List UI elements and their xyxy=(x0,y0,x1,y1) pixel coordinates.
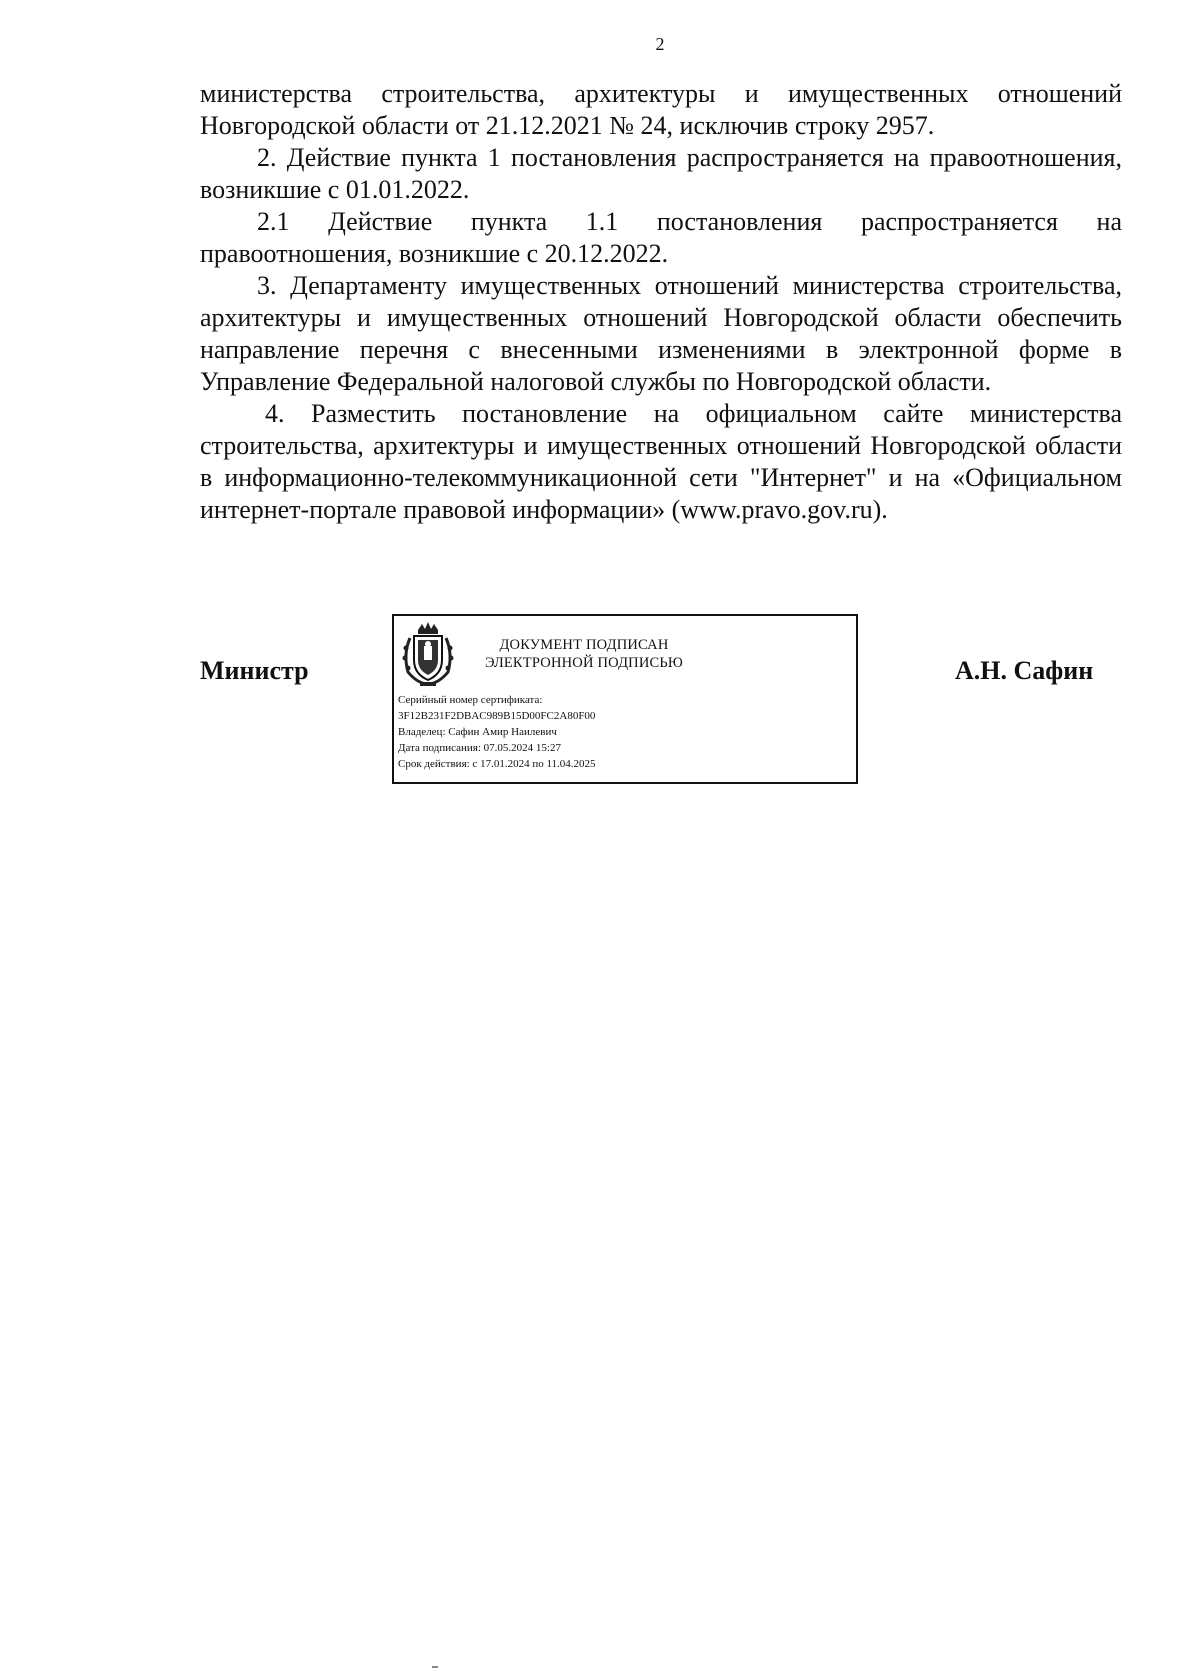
signatory-role: Министр xyxy=(200,656,309,685)
stamp-heading-line: ДОКУМЕНТ ПОДПИСАН xyxy=(499,637,669,653)
stamp-details xyxy=(398,692,596,772)
signatory-name: А.Н. Сафин xyxy=(955,656,1094,685)
scan-artifact xyxy=(432,1666,438,1668)
signing-date: Дата подписания: 07.05.2024 15:27 xyxy=(398,742,561,754)
page-number: 2 xyxy=(655,34,665,54)
certificate-serial-label: Серийный номер сертификата: xyxy=(398,694,543,706)
electronic-signature-stamp xyxy=(392,614,858,784)
certificate-serial-value: 3F12B231F2DBAC989B15D00FC2A80F00 xyxy=(398,710,596,722)
stamp-heading-line: ЭЛЕКТРОННОЙ ПОДПИСЬЮ xyxy=(484,655,684,671)
paragraph-continuation: министерства строительства, архитектуры и имущественных отношений Новгородской области от 21.12.2021 № 24, исключив строку 2957. xyxy=(200,79,1122,140)
paragraph-item-2: 2. Действие пункта 1 постановления распространяется на правоотношения, возникшие с 01.01.2022. xyxy=(200,143,1122,204)
certificate-validity: Срок действия: с 17.01.2024 по 11.04.2025 xyxy=(398,758,596,770)
document-body xyxy=(200,78,1122,526)
paragraph-item-3: 3. Департаменту имущественных отношений министерства строительства, архитектуры и имущественных отношений Новгородской области обеспечить направление перечня с внесенными изменениями в электронной форме в Управление Федеральной налоговой службы по Новгородской области. xyxy=(200,271,1122,396)
certificate-owner: Владелец: Сафин Амир Наилевич xyxy=(398,726,557,738)
stamp-heading xyxy=(469,636,699,672)
paragraph-item-2-1: 2.1 Действие пункта 1.1 постановления распространяется на правоотношения, возникшие с 20.12.2022. xyxy=(200,207,1122,268)
coat-of-arms-icon xyxy=(400,620,456,690)
paragraph-item-4: 4. Разместить постановление на официальном сайте министерства строительства, архитектуры и имущественных отношений Новгородской области в информационно-телекоммуникационной сети "Интернет" и на «Официальном интернет-портале правовой информации» (www.pravo.gov.ru). xyxy=(200,399,1122,524)
